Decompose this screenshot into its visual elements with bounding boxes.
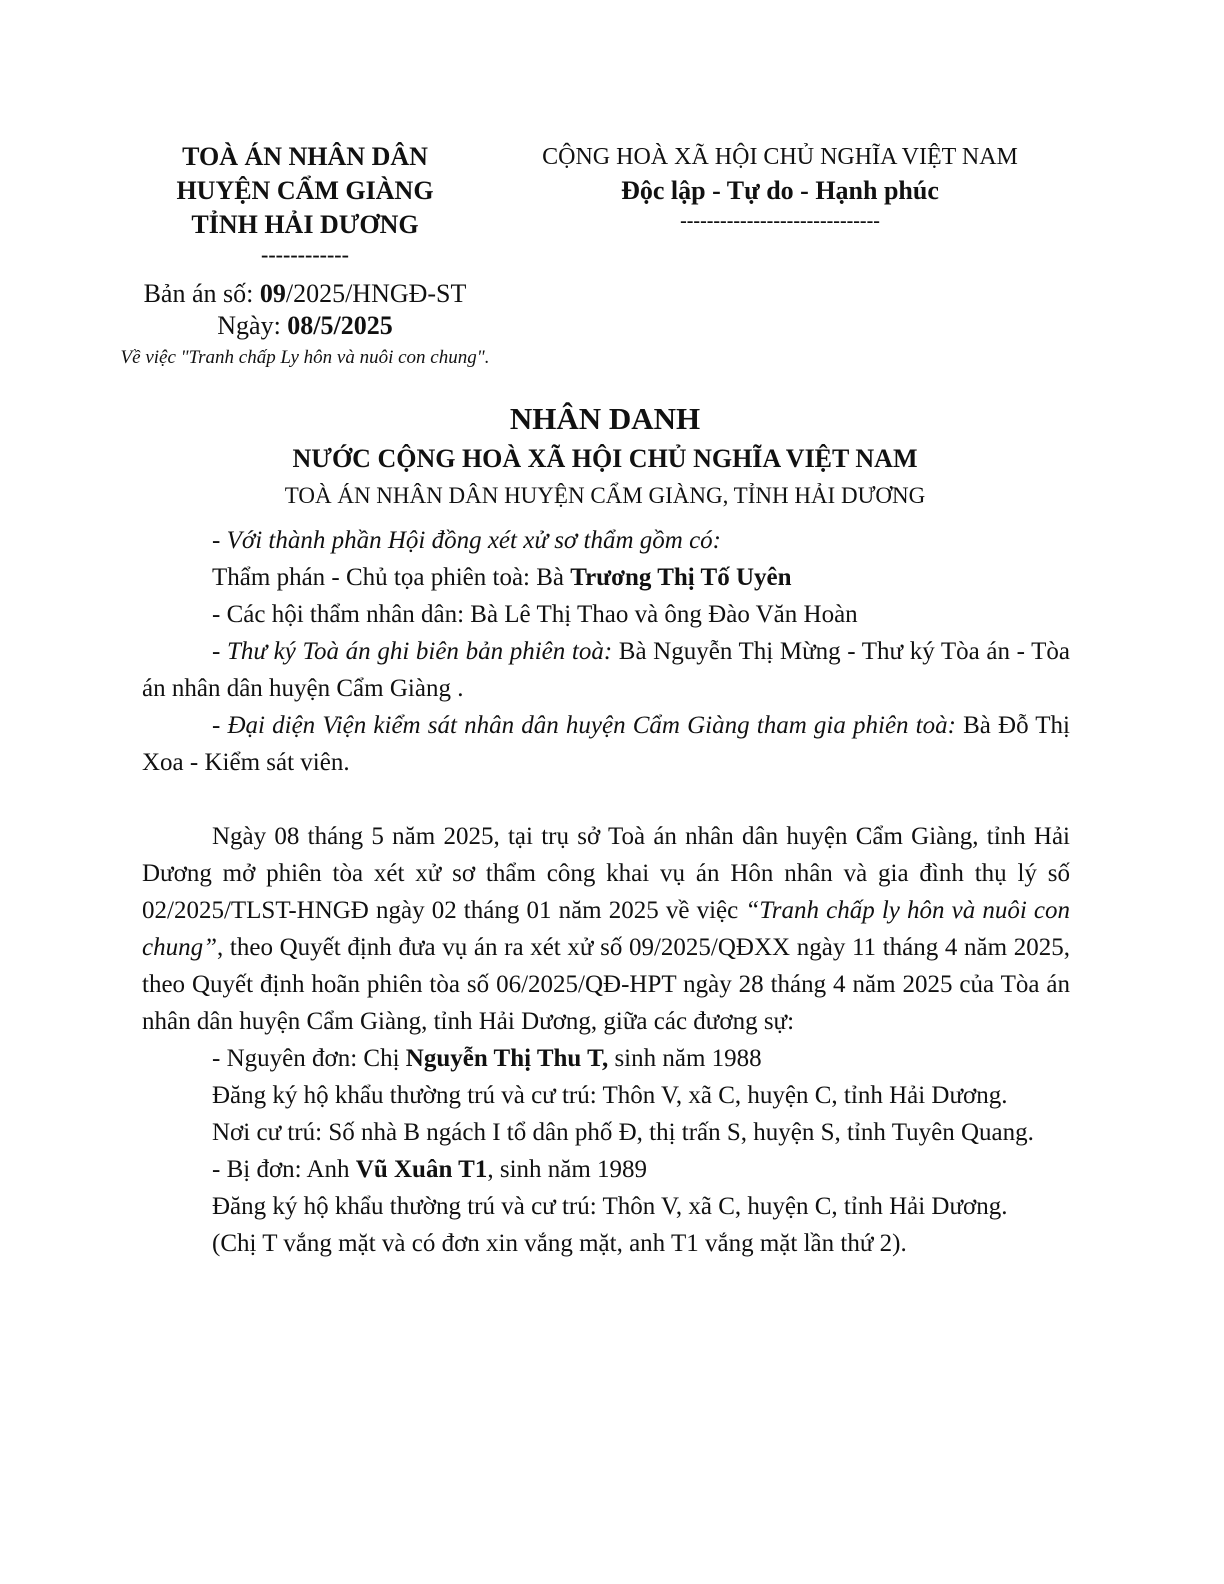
title-line1: NHÂN DANH (509, 401, 701, 436)
hearing-part2: , theo Quyết định đưa vụ án ra xét xử số 09/2025/QĐXX ngày 11 tháng 4 năm 2025, theo Quyết định hoãn phiên tòa số 06/2025/QĐ-HPT ngày 28 tháng 4 năm 2025 của Tòa án nhân dân huyện Cẩm Giàng, tỉnh Hải Dương, giữa các đương sự: (142, 934, 1070, 1035)
prosecutor-value: Bà Đỗ Thị Xoa - Kiểm sát viên. (142, 712, 1071, 776)
judgment-date-label: Ngày: (217, 311, 288, 340)
judgment-number-suffix: /2025/HNGĐ-ST (285, 279, 467, 308)
hearing-part1: Ngày 08 tháng 5 năm 2025, tại trụ sở Toà án nhân dân huyện Cẩm Giàng, tỉnh Hải Dương mở phiên tòa xét xử sơ thẩm công khai vụ án Hôn nhân và gia đình thụ lý số 02/2025/TLST-HNGĐ ngày 02 tháng 01 năm 2025 về việc (142, 823, 1070, 924)
hearing-quote: “Tranh chấp ly hôn và nuôi con chung” (142, 897, 1070, 961)
clerk-label: - Thư ký Toà án ghi biên bản phiên toà: (212, 638, 613, 665)
court-name-line2: HUYỆN CẨM GIÀNG (176, 176, 434, 205)
defendant (142, 1151, 1070, 1188)
presiding-judge-label: Thẩm phán - Chủ tọa phiên toà: Bà (212, 564, 571, 591)
plaintiff-born: sinh năm 1988 (608, 1045, 762, 1072)
plaintiff-name: Nguyễn Thị Thu T, (405, 1045, 609, 1072)
plaintiff-label: - Nguyên đơn: Chị (212, 1045, 406, 1072)
assessors: - Các hội thẩm nhân dân: Bà Lê Thị Thao và ông Đào Văn Hoàn (212, 601, 858, 628)
motto-divider: ------------------------------ (680, 210, 880, 232)
court-name-line1: TOÀ ÁN NHÂN DÂN (182, 142, 428, 171)
motto: Độc lập - Tự do - Hạnh phúc (621, 176, 939, 205)
country-name: CỘNG HOÀ XÃ HỘI CHỦ NGHĨA VIỆT NAM (542, 144, 1018, 170)
plaintiff-registered: Đăng ký hộ khẩu thường trú và cư trú: Thôn V, xã C, huyện C, tỉnh Hải Dương. (212, 1082, 1008, 1109)
document-title (140, 398, 1070, 514)
panel-intro: - Với thành phần Hội đồng xét xử sơ thẩm gồm có: (212, 527, 721, 554)
judgment-date-value: 08/5/2025 (287, 311, 393, 340)
judgment-subject: Về việc "Tranh chấp Ly hôn và nuôi con chung". (120, 347, 490, 368)
clerk-value: Bà Nguyễn Thị Mừng - Thư ký Tòa án - Tòa án nhân dân huyện Cẩm Giàng . (142, 638, 1070, 702)
judgment-number-label: Bản án số: (143, 279, 260, 308)
presiding-judge (142, 559, 1070, 596)
title-line3: TOÀ ÁN NHÂN DÂN HUYỆN CẨM GIÀNG, TỈNH HẢI DƯƠNG (284, 483, 926, 508)
defendant-registered: Đăng ký hộ khẩu thường trú và cư trú: Thôn V, xã C, huyện C, tỉnh Hải Dương. (212, 1193, 1008, 1220)
defendant-name: Vũ Xuân T1 (355, 1156, 488, 1183)
defendant-label: - Bị đơn: Anh (212, 1156, 356, 1183)
clerk (142, 633, 1070, 707)
title-line2: NƯỚC CỘNG HOÀ XÃ HỘI CHỦ NGHĨA VIỆT NAM (292, 444, 918, 473)
presiding-judge-name: Trương Thị Tố Uyên (570, 564, 792, 591)
plaintiff-residence: Nơi cư trú: Số nhà B ngách I tổ dân phố Đ, thị trấn S, huyện S, tỉnh Tuyên Quang. (212, 1119, 1034, 1146)
plaintiff (142, 1040, 1070, 1077)
judgment-number (100, 278, 510, 310)
hearing-paragraph (142, 818, 1070, 1040)
court-divider: ------------ (261, 242, 349, 267)
judgment-date (100, 310, 510, 342)
judgment-meta (100, 278, 510, 370)
judgment-number-value: 09 (259, 279, 286, 308)
defendant-born: , sinh năm 1989 (487, 1156, 648, 1183)
absence-note: (Chị T vắng mặt và có đơn xin vắng mặt, anh T1 vắng mặt lần thứ 2). (212, 1230, 907, 1257)
prosecutor (142, 707, 1070, 781)
prosecutor-label: - Đại diện Viện kiểm sát nhân dân huyện Cẩm Giàng tham gia phiên toà: (212, 712, 956, 739)
court-header (100, 140, 510, 268)
national-motto (520, 140, 1040, 234)
court-name-line3: TỈNH HẢI DƯƠNG (191, 210, 419, 239)
paragraph-spacer (142, 781, 1070, 818)
document-body (142, 522, 1070, 1262)
